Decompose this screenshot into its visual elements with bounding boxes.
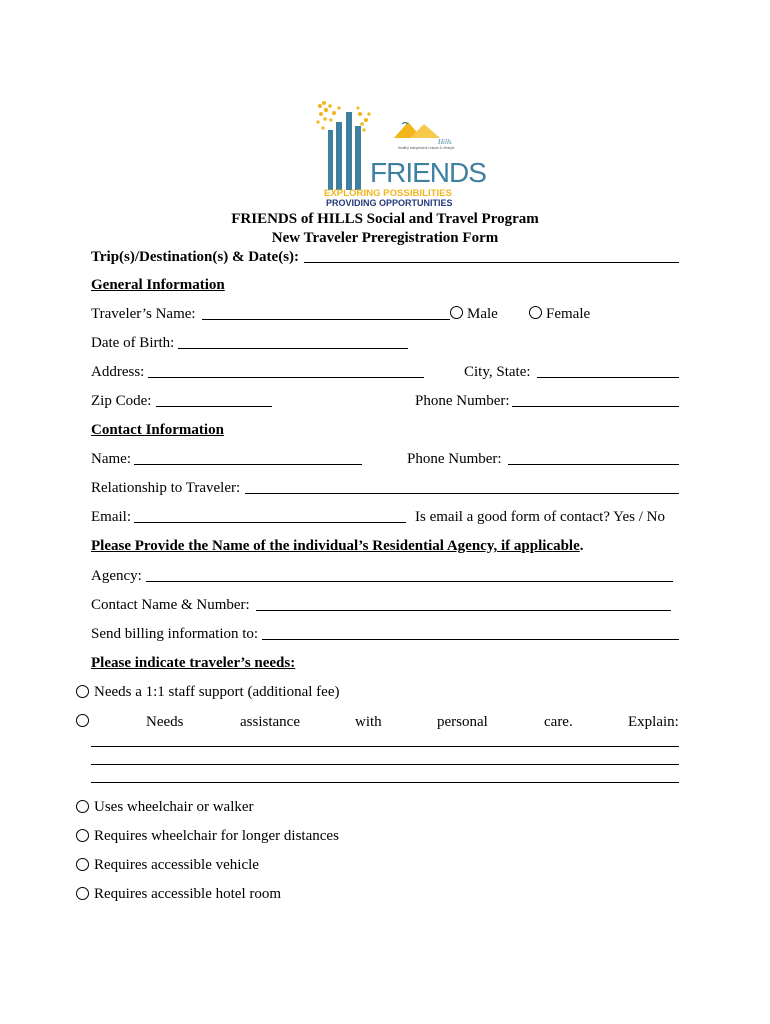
personal-care-word: with <box>355 714 382 730</box>
personal-care-word: personal <box>437 714 488 730</box>
logo-leaves <box>316 101 370 132</box>
wheelchair-long-distance-label: Requires wheelchair for longer distances <box>94 828 339 844</box>
contact-information-heading: Contact Information <box>91 422 224 438</box>
logo-trunk <box>346 112 352 190</box>
logo-hills-text: Hills <box>438 138 452 146</box>
logo-bird <box>402 123 408 125</box>
contact-phone-label: Phone Number: <box>407 451 502 467</box>
zip-code-label: Zip Code: <box>91 393 152 409</box>
explain-line-3[interactable] <box>91 782 679 783</box>
date-of-birth-field[interactable] <box>178 348 408 349</box>
billing-field[interactable] <box>262 639 679 640</box>
explain-line-1[interactable] <box>91 746 679 747</box>
female-label: Female <box>546 306 591 322</box>
zip-code-field[interactable] <box>156 406 272 407</box>
contact-name-field[interactable] <box>134 464 362 465</box>
logo-trunk <box>328 130 333 190</box>
city-state-label: City, State: <box>464 364 531 380</box>
form-subtitle: New Traveler Preregistration Form <box>271 230 499 246</box>
form-title: FRIENDS of HILLS Social and Travel Program <box>231 211 539 227</box>
trip-label: Trip(s)/Destination(s) & Date(s): <box>91 249 300 265</box>
relationship-label: Relationship to Traveler: <box>91 480 241 496</box>
wheelchair-walker-label: Uses wheelchair or walker <box>94 799 254 815</box>
friends-of-hills-logo <box>314 100 486 208</box>
contact-phone-field[interactable] <box>508 464 679 465</box>
agency-heading <box>91 537 584 555</box>
staff-support-checkbox[interactable] <box>76 685 89 698</box>
personal-care-word: care. <box>544 714 573 730</box>
personal-care-checkbox[interactable] <box>76 714 89 727</box>
accessible-vehicle-checkbox[interactable] <box>76 858 89 871</box>
address-label: Address: <box>91 364 145 380</box>
male-label: Male <box>467 306 498 322</box>
wheelchair-long-distance-checkbox[interactable] <box>76 829 89 842</box>
agency-heading-period: . <box>579 538 584 554</box>
date-of-birth-label: Date of Birth: <box>91 335 175 351</box>
accessible-vehicle-label: Requires accessible vehicle <box>94 857 259 873</box>
email-contact-question: Is email a good form of contact? Yes / No <box>415 509 665 525</box>
travelers-name-field[interactable] <box>202 319 450 320</box>
email-field[interactable] <box>134 522 406 523</box>
wheelchair-walker-checkbox[interactable] <box>76 800 89 813</box>
billing-label: Send billing information to: <box>91 626 259 642</box>
phone-number-label: Phone Number: <box>415 393 510 409</box>
address-field[interactable] <box>148 377 424 378</box>
logo-friends-text: FRIENDS <box>370 157 486 188</box>
relationship-field-extension[interactable] <box>497 493 679 494</box>
relationship-field[interactable] <box>245 493 497 494</box>
personal-care-word: Explain: <box>628 714 679 730</box>
accessible-hotel-checkbox[interactable] <box>76 887 89 900</box>
accessible-hotel-label: Requires accessible hotel room <box>94 886 282 902</box>
contact-name-number-field-extension[interactable] <box>497 610 671 611</box>
email-label: Email: <box>91 509 131 525</box>
agency-field[interactable] <box>146 581 673 582</box>
agency-heading-text: Please Provide the Name of the individual’s Residential Agency, if applicable <box>91 538 580 554</box>
trip-field[interactable] <box>304 262 679 263</box>
phone-number-field[interactable] <box>512 406 679 407</box>
logo-trunk <box>355 126 361 190</box>
explain-line-2[interactable] <box>91 764 679 765</box>
staff-support-label: Needs a 1:1 staff support (additional fee) <box>94 684 340 700</box>
personal-care-word: Needs <box>146 714 184 730</box>
logo-trunk <box>336 122 342 190</box>
logo-tagline-1: EXPLORING POSSIBILITIES <box>324 188 452 199</box>
needs-heading: Please indicate traveler’s needs: <box>91 655 296 671</box>
city-state-field[interactable] <box>537 377 679 378</box>
personal-care-word: assistance <box>240 714 300 730</box>
contact-name-label: Name: <box>91 451 131 467</box>
logo-tagline-2: PROVIDING OPPORTUNITIES <box>326 198 453 208</box>
male-radio[interactable] <box>450 306 463 319</box>
travelers-name-label: Traveler’s Name: <box>91 306 196 322</box>
female-radio[interactable] <box>529 306 542 319</box>
agency-label: Agency: <box>91 568 142 584</box>
contact-name-number-field[interactable] <box>256 610 497 611</box>
logo-hills-subtitle: Healthy Independent Leisure & Lifestyle <box>398 146 455 150</box>
contact-name-number-label: Contact Name & Number: <box>91 597 250 613</box>
general-information-heading: General Information <box>91 277 225 293</box>
